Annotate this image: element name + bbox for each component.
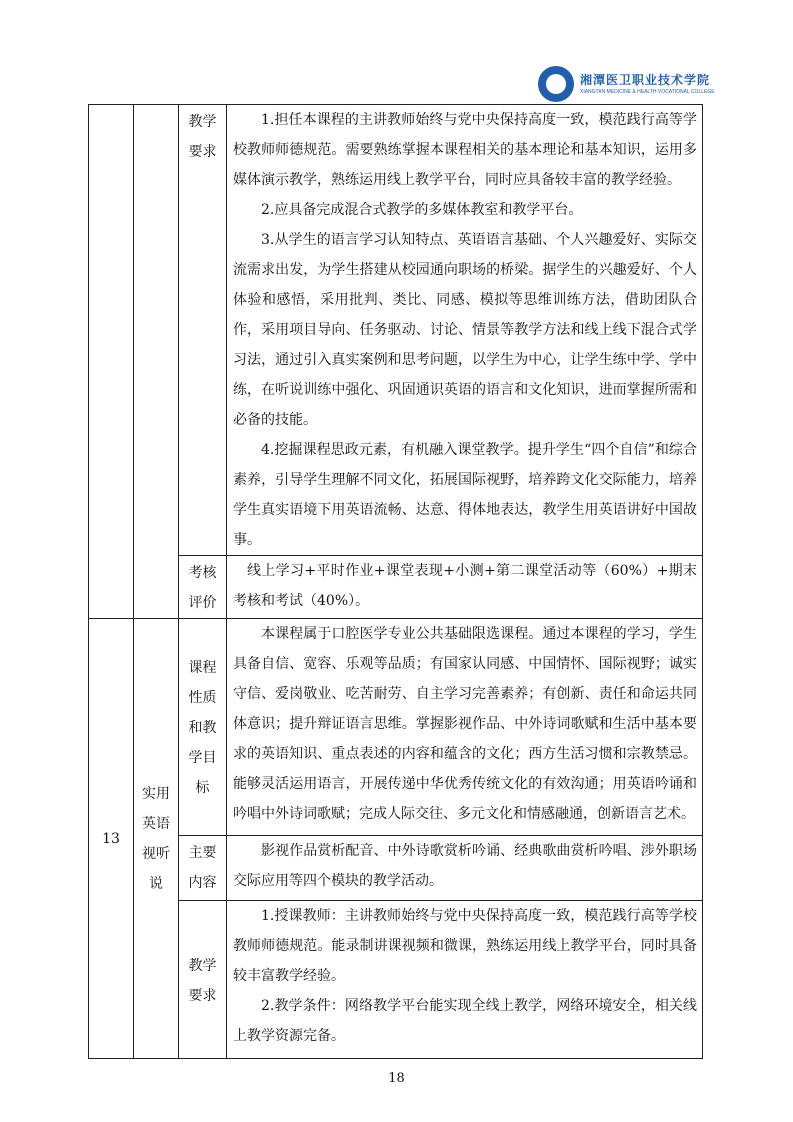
course-name: 实用英语视听说 [142, 785, 170, 892]
logo-en: XIANGTAN MEDICINE & HEALTH VOCATIONAL COLLEGE [580, 89, 715, 95]
table-row [89, 619, 703, 836]
cell-label [179, 105, 227, 556]
table-row [89, 901, 703, 1059]
cell-label [179, 901, 227, 1059]
paragraph: 3.从学生的语言学习认知特点、英语语言基础、个人兴趣爱好、实际交流需求出发，为学生搭建从校园通向职场的桥梁。据学生的兴趣爱好、个人体验和感悟，采用批判、类比、同感、模拟等思维训练方法，借助团队合作，采用项目导向、任务驱动、讨论、情景等教学方法和线上线下混合式学习法，通过引入真实案例和思考问题，以学生为中心，让学生练中学、学中练，在听说训练中强化、巩固通识英语的语言和文化知识，进而掌握所需和必备的技能。 [233, 232, 697, 428]
label-teaching-req: 教学要求 [188, 957, 217, 1004]
cell-course-prev [134, 105, 179, 619]
cell-label [179, 836, 227, 901]
cell-course [134, 619, 179, 1059]
label-content: 主要内容 [188, 845, 217, 891]
cell-teaching-req [227, 901, 703, 1059]
college-logo [538, 66, 715, 102]
paragraph: 本课程属于口腔医学专业公共基础限选课程。通过本课程的学习，学生具备自信、宽容、乐观等品质；有国家认同感、中国情怀、国际视野；诚实守信、爱岗敬业、吃苦耐劳、自主学习完善素养；有创新、责任和命运共同体意识；提升辩证语言思维。掌握影视作品、中外诗词歌赋和生活中基本要求的英语知识、重点表述的内容和蕴含的文化；西方生活习惯和宗教禁忌。能够灵活运用语言，开展传递中华优秀传统文化的有效沟通；用英语吟诵和吟唱中外诗词歌赋；完成人际交往、多元文化和情感融通，创新语言艺术。 [233, 626, 697, 822]
table-row [89, 836, 703, 901]
cell-number: 13 [89, 619, 134, 1059]
cell-number-prev [89, 105, 134, 619]
course-table [88, 104, 703, 1059]
paragraph: 1.授课教师：主讲教师始终与党中央保持高度一致，模范践行高等学校教师师德规范。能录制讲课视频和微课，熟练运用线上教学平台，同时具备较丰富教学经验。 [233, 908, 697, 984]
paragraph: 影视作品赏析配音、中外诗歌赏析吟诵、经典歌曲赏析吟唱、涉外职场交际应用等四个模块的教学活动。 [233, 843, 697, 889]
paragraph: 线上学习+平时作业+课堂表现+小测+第二课堂活动等（60%）+期末考核和考试（40%）。 [233, 563, 697, 609]
paragraph: 2.应具备完成混合式教学的多媒体教室和教学平台。 [261, 202, 583, 218]
paragraph: 2.教学条件：网络教学平台能实现全线上教学，网络环境安全，相关线上教学资源完备。 [233, 998, 697, 1044]
paragraph: 1.担任本课程的主讲教师始终与党中央保持高度一致，模范践行高等学校教师师德规范。需要熟练掌握本课程相关的基本理论和基本知识，运用多媒体演示教学，熟练运用线上教学平台，同时应具备较丰富的教学经验。 [233, 112, 697, 188]
cell-nature [227, 619, 703, 836]
page-body [88, 104, 703, 1087]
cell-label [179, 556, 227, 619]
table-row [89, 556, 703, 619]
cell-label [179, 619, 227, 836]
cell-assessment [227, 556, 703, 619]
logo-name: 湘潭医卫职业技术学院 [580, 73, 711, 87]
label-nature: 课程性质和教学目标 [188, 660, 217, 796]
table-row [89, 105, 703, 556]
cell-teaching-req [227, 105, 703, 556]
cell-content [227, 836, 703, 901]
paragraph: 4.挖掘课程思政元素，有机融入课堂教学。提升学生“四个自信”和综合素养，引导学生理解不同文化，拓展国际视野，培养跨文化交际能力，培养学生真实语境下用英语流畅、达意、得体地表达，教学生用英语讲好中国故事。 [233, 442, 697, 548]
label-teaching-req: 教学要求 [188, 114, 217, 160]
college-seal-icon [538, 66, 574, 102]
page-number: 18 [388, 1071, 405, 1086]
label-assessment: 考核评价 [188, 565, 217, 611]
